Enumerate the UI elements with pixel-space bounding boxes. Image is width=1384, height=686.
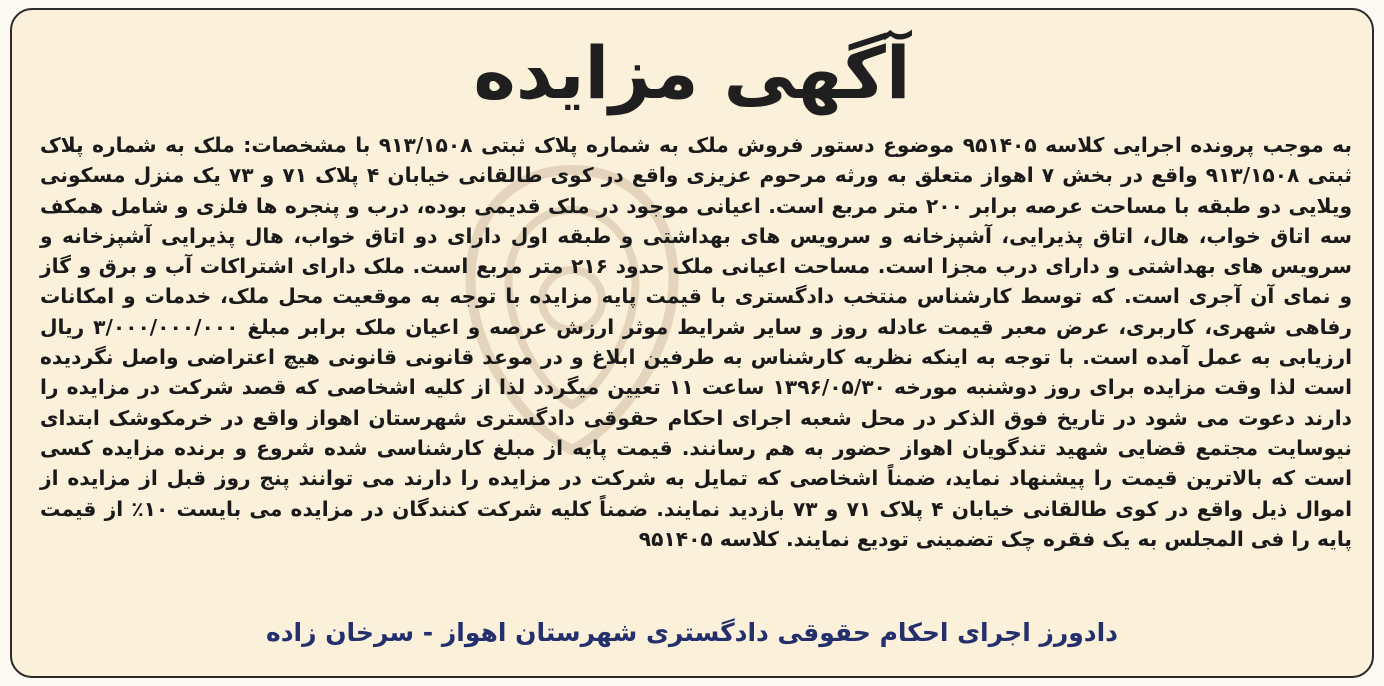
notice-signature: دادورز اجرای احکام حقوقی دادگستری شهرستان اهواز - سرخان زاده <box>265 618 1119 647</box>
notice-title: آگهی مزایده <box>473 31 911 115</box>
notice-frame <box>10 8 1374 678</box>
notice-body: به موجب پرونده اجرایی کلاسه ۹۵۱۴۰۵ موضوع دستور فروش ملک به شماره پلاک ثبتی ۹۱۳/۱۵۰۸ با مشخصات: ملک به شماره پلاک ثبتی ۹۱۳/۱۵۰۸ واقع در بخش ۷ اهواز متعلق به ورثه مرحوم عزیزی واقع در کوی طالقانی خیابان ۴ پلاک ۷۱ و ۷۳ یک منزل مسکونی ویلایی دو طبقه با مساحت عرصه برابر ۲۰۰ متر مربع است. اعیانی موجود در ملک قدیمی بوده، درب و پنجره ها فلزی و شامل همکف سه اتاق خواب، هال، اتاق پذیرایی، آشپزخانه و سرویس های بهداشتی و طبقه اول دارای دو اتاق خواب، هال پذیرایی آشپزخانه و سرویس های بهداشتی و دارای درب مجزا است. مساحت اعیانی ملک حدود ۲۱۶ متر مربع است. ملک دارای اشتراکات آب و برق و گاز و نمای آن آجری است. که توسط کارشناس منتخب دادگستری با قیمت پایه مزایده با توجه به موقعیت محل ملک، خدمات و امکانات رفاهی شهری، کاربری، عرض معبر قیمت عادله روز و سایر شرایط موثر ارزش عرصه و اعیان ملک برابر مبلغ ۳/۰۰۰/۰۰۰/۰۰۰ ریال ارزیابی به عمل آمده است. با توجه به اینکه نظریه کارشناس به طرفین ابلاغ و در موعد قانونی قانونی هیچ اعتراضی واصل نگردیده است لذا وقت مزایده برای روز دوشنبه مورخه ۱۳۹۶/۰۵/۳۰ ساعت ۱۱ تعیین میگردد لذا از کلیه اشخاصی که قصد شرکت در مزایده را دارند دعوت می شود در تاریخ فوق الذکر در محل شعبه اجرای احکام حقوقی دادگستری شهرستان اهواز واقع در خرمکوشک ابتدای نیوسایت مجتمع قضایی شهید تندگویان اهواز حضور به هم رسانند. قیمت پایه از مبلغ کارشناسی شده شروع و برنده مزایده کسی است که بالاترین قیمت را پیشنهاد نماید، ضمناً اشخاصی که تمایل به شرکت در مزایده را دارند می توانند پنج روز قبل از مزایده از اموال ذیل واقع در کوی طالقانی خیابان ۴ پلاک ۷۱ و ۷۳ بازدید نمایند. ضمناً کلیه شرکت کنندگان در مزایده می بایست ۱۰٪ از قیمت پایه را فی المجلس به یک فقره چک تضمینی تودیع نمایند. کلاسه ۹۵۱۴۰۵ <box>40 133 1353 551</box>
